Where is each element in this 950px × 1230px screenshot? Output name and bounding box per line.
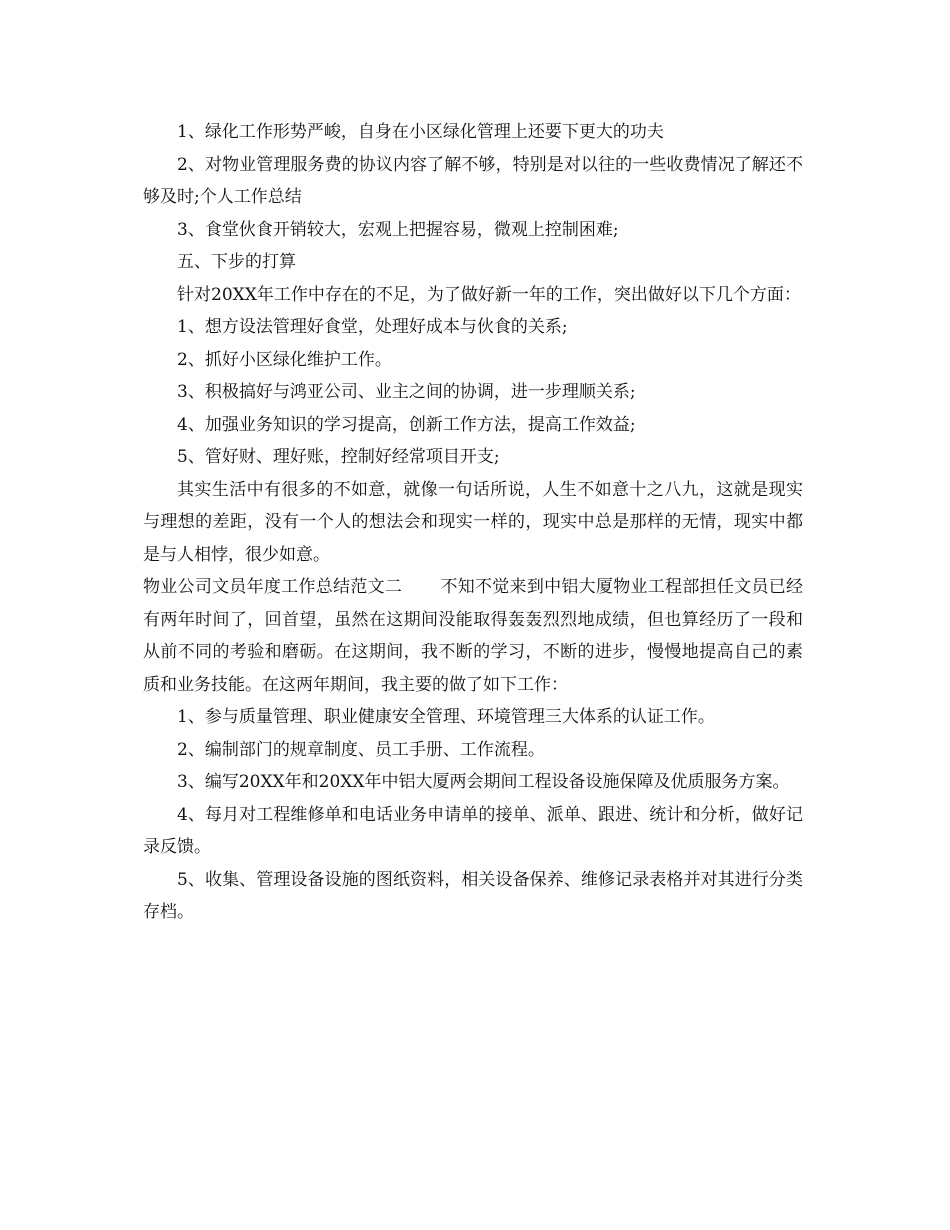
paragraph-task-5: 5、收集、管理设备设施的图纸资料，相关设备保养、维修记录表格并对其进行分类存档。 — [143, 869, 803, 922]
paragraph-plan-1: 1、想方设法管理好食堂，处理好成本与伙食的关系; — [177, 317, 568, 337]
paragraph-issue-1: 1、绿化工作形势严峻，自身在小区绿化管理上还要下更大的功夫 — [177, 122, 664, 142]
paragraph-task-1: 1、参与质量管理、职业健康安全管理、环境管理三大体系的认证工作。 — [177, 707, 715, 727]
paragraph-plan-4: 4、加强业务知识的学习提高，创新工作方法，提高工作效益; — [177, 414, 636, 435]
paragraph-plan-3: 3、积极搞好与鸿亚公司、业主之间的协调，进一步理顺关系; — [177, 382, 636, 402]
paragraph-plan-intro: 针对20XX年工作中存在的不足，为了做好新一年的工作，突出做好以下几个方面： — [177, 284, 801, 305]
paragraph-issue-2: 2、对物业管理服务费的协议内容了解不够，特别是对以往的一些收费情况了解还不够及时;个人工作总结 — [143, 154, 803, 207]
section-title: 物业公司文员年度工作总结范文二 — [143, 577, 403, 597]
paragraph-issue-3: 3、食堂伙食开销较大，宏观上把握容易，微观上控制困难; — [177, 219, 619, 240]
paragraph-plan-2: 2、抓好小区绿化维护工作。 — [177, 349, 392, 370]
paragraph-task-2: 2、编制部门的规章制度、员工手册、工作流程。 — [177, 739, 545, 760]
paragraph-task-4: 4、每月对工程维修单和电话业务申请单的接单、派单、跟进、统计和分析，做好记录反馈。 — [143, 804, 803, 857]
document-page — [143, 116, 803, 929]
section-two-paragraph — [143, 571, 803, 701]
paragraph-plan-5: 5、管好财、理好账，控制好经常项目开支; — [177, 447, 500, 467]
paragraph-reflection: 其实生活中有很多的不如意，就像一句话所说，人生不如意十之八九，这就是现实与理想的差距，没有一个人的想法会和现实一样的，现实中总是那样的无情，现实中都是与人相悖，很少如意。 — [143, 479, 803, 565]
section-intro: 不知不觉来到中铝大厦物业工程部担任文员已经有两年时间了，回首望，虽然在这期间没能取得轰轰烈烈地成绩，但也算经历了一段和从前不同的考验和磨砺。在这期间，我不断的学习，不断的进步，慢慢地提高自己的素质和业务技能。在这两年期间，我主要的做了如下工作： — [143, 577, 804, 695]
heading-next-plan: 五、下步的打算 — [177, 252, 296, 272]
paragraph-task-3: 3、编写20XX年和20XX年中铝大厦两会期间工程设备设施保障及优质服务方案。 — [177, 772, 790, 792]
